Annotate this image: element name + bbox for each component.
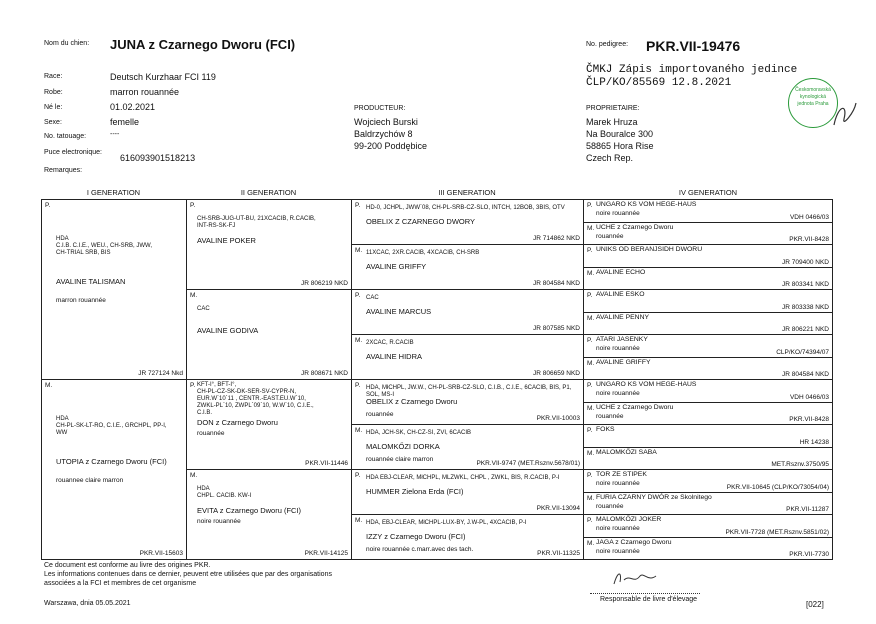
remarks-label: Remarques:: [44, 167, 83, 174]
ancestor-name: DON z Czarnego Dworu: [197, 418, 278, 427]
ancestor-registration: JR 727124 Nkd: [138, 370, 183, 377]
ancestor-titles: 2XCAC, R.CACIB: [366, 340, 414, 346]
pedigree-table: [41, 187, 833, 559]
sex-tag: M.: [587, 224, 595, 232]
ancestor-name: AVALINE TALISMAN: [56, 277, 126, 287]
sex-tag: M.: [190, 472, 198, 479]
ancestor-name: AVALINE ECHO: [596, 268, 646, 276]
owner-label: PROPRIETAIRE:: [586, 105, 640, 112]
ancestor-name: MALOMKŐZI JOKER: [596, 516, 662, 523]
ancestor-name: FOKS: [596, 426, 615, 433]
ancestor-titles: CAC: [366, 295, 379, 301]
ancestor-color: rouannée: [596, 502, 624, 510]
ancestor-titles: HDA C.I.B. C.I.E., WEU., CH-SRB, JWW, CH-TRIAL SRB, BIS: [56, 236, 153, 256]
column-header-4: IV GENERATION: [678, 188, 738, 197]
sex-tag: P.: [190, 382, 196, 389]
ancestor-titles: HDA CH-PL-SK-LT-RO, C.I.E., GRCHPL, PP-I, WW: [56, 416, 167, 436]
ancestor-titles: HDA, JCH-SK, CH-CZ-SI, ZVI, 6CACIB: [366, 430, 472, 436]
ancestor-name: UNGARO KS VOM HEGE-HAUS: [596, 201, 697, 208]
ancestor-name: AVALINE GODIVA: [197, 326, 259, 335]
signature-label: Responsable de livre d'élevage: [600, 596, 698, 603]
dog-name: JUNA z Czarnego Dworu (FCI): [110, 37, 296, 52]
tattoo-value: ----: [110, 131, 120, 138]
born-value: 01.02.2021: [110, 102, 156, 112]
born-label: Né le:: [44, 104, 63, 111]
chip-label: Puce electronique:: [44, 149, 102, 156]
sex-tag: M.: [355, 247, 363, 254]
gen4-ancestor: [583, 469, 833, 493]
ancestor-name: UNGARO KS VOM HEGE-HAUS: [596, 381, 697, 388]
ancestor-color: rouannée: [596, 412, 624, 420]
race-label: Race:: [44, 73, 63, 80]
ancestor-registration: VDH 0466/03: [789, 213, 829, 221]
race-value: Deutsch Kurzhaar FCI 119: [110, 72, 216, 82]
ancestor-titles: HDA, EBJ-CLEAR, MłCHPL-LUX-BY, J.W-PL, 4XCACIB, P-I: [366, 520, 527, 526]
ancestor-color: rouannée claire marron: [366, 455, 434, 463]
stamp-text: Českomoravská kynologická jednota Praha: [795, 87, 831, 107]
gen4-ancestor: [583, 312, 833, 336]
ancestor-name: AVALINE ESKO: [596, 291, 645, 298]
pedigree-label: No. pedigree:: [586, 41, 629, 48]
ancestor-titles: HDA EBJ-CLEAR, MłCHPL, MLZWKL, CHPL , ZWKL, BIS, R.CACIB, P-I: [366, 475, 560, 481]
ancestor-registration: JR 806219 NKD: [301, 280, 348, 287]
sex-tag: P.: [355, 472, 361, 479]
producer-label: PRODUCTEUR:: [354, 105, 406, 112]
ancestor-registration: JR 804584 NKD: [782, 371, 829, 378]
gen4-ancestor: [583, 402, 833, 426]
sex-tag: P.: [587, 382, 593, 389]
ancestor-color: noire rouannée: [596, 210, 640, 217]
column-header-3: III GENERATION: [438, 188, 496, 197]
sex-tag: M.: [587, 404, 595, 412]
gen3-ancestor: [351, 334, 584, 380]
ancestor-registration: HR 14238: [799, 438, 829, 446]
robe-label: Robe:: [44, 89, 63, 96]
owner-city: 58865 Hora Rise: [586, 141, 654, 151]
sex-tag: M.: [355, 517, 363, 524]
ancestor-registration: JR 808671 NKD: [301, 370, 348, 377]
ancestor-registration: PKR.VII-15603: [139, 550, 183, 557]
ancestor-name: EVITA z Czarnego Dworu (FCI): [197, 506, 302, 515]
import-stamp-line1: ČMKJ Zápis importovaného jedince: [586, 64, 798, 76]
ancestor-color: noire rouannée: [596, 390, 640, 397]
place-date: Warszawa, dnia 05.05.2021: [44, 600, 131, 607]
import-stamp-line2: ČLP/KO/85569 12.8.2021: [586, 77, 732, 89]
sex-tag: P.: [587, 202, 593, 209]
gen4-ancestor: [583, 514, 833, 538]
column-header-2: II GENERATION: [240, 188, 297, 197]
robe-value: marron rouannée: [110, 87, 180, 97]
ancestor-titles: HD-0, JCHPL, JWW`08, CH-PL-SRB-CZ-SLO, INTCH, 12BOB, 3BIS, OTV: [366, 205, 565, 211]
gen2-ancestor: [186, 379, 352, 470]
gen3-ancestor: [351, 469, 584, 515]
gen1-ancestor: [41, 199, 187, 380]
ancestor-name: UCHE z Czarnego Dworu: [596, 403, 674, 411]
ancestor-registration: PKR.VII-11446: [305, 460, 348, 467]
gen2-ancestor: [186, 469, 352, 560]
ancestor-registration: PKR.VII-11287: [786, 506, 829, 513]
sex-tag: P.: [587, 337, 593, 344]
sex-tag: P.: [45, 202, 51, 209]
ancestor-registration: PKR.VII-10645 (CLP/KO/73054/04): [726, 483, 829, 491]
footer-line2: Les informations contenues dans ce dernier, peuvent etre utilisées que par des organisations: [44, 571, 332, 578]
gen4-ancestor: [583, 334, 833, 358]
ancestor-name: AVALINE GRIFFY: [366, 261, 427, 271]
ancestor-name: UCHE z Czarnego Dworu: [596, 223, 674, 231]
ancestor-color: rouannée: [366, 410, 394, 418]
ancestor-registration: PKR.VII-10003: [536, 415, 580, 422]
ancestor-name: OBELIX Z CZARNEGO DWORY: [366, 216, 476, 226]
ancestor-name: AVALINE GRIFFY: [596, 358, 651, 366]
owner-street: Na Bouralce 300: [586, 129, 654, 139]
gen1-ancestor: [41, 379, 187, 560]
page-code: [022]: [806, 600, 824, 609]
ancestor-registration: CLP/KO/74394/07: [776, 348, 829, 356]
ancestor-name: AVALINE POKER: [197, 236, 256, 245]
ancestor-registration: JR 807585 NKD: [533, 325, 580, 332]
ancestor-registration: PKR.VII-9747 (MET.Rsznv.5678/01): [476, 460, 580, 467]
ancestor-name: FURIA CZARNY DWÓR ze Skolnitego: [596, 493, 712, 501]
sex-tag: P.: [355, 292, 361, 299]
ancestor-registration: MET.Rsznv.3750/95: [771, 461, 829, 468]
ancestor-name: JAGA z Czarnego Dworu: [596, 538, 672, 546]
gen3-ancestor: [351, 424, 584, 470]
ancestor-registration: JR 803341 NKD: [782, 281, 829, 288]
sex-tag: M.: [587, 359, 595, 367]
gen4-ancestor: [583, 357, 833, 381]
ancestor-name: AVALINE PENNY: [596, 313, 650, 321]
ancestor-name: AVALINE MARCUS: [366, 306, 432, 316]
ancestor-color: noire rouannée: [197, 518, 241, 525]
ancestor-registration: PKR.VII-14125: [304, 550, 348, 557]
sex-tag: P.: [190, 202, 196, 209]
gen3-ancestor: [351, 514, 584, 560]
sex-tag: M.: [587, 449, 595, 457]
owner-name: Marek Hruza: [586, 117, 638, 127]
ancestor-registration: PKR.VII-7730: [789, 551, 829, 558]
sex-tag: P.: [587, 292, 593, 299]
breeder-signature: [608, 566, 668, 590]
chip-value: 616093901518213: [120, 153, 196, 163]
footer-line3: associées a la FCI et membres de cet organisme: [44, 580, 197, 587]
sex-value: femelle: [110, 117, 140, 127]
sex-tag: P.: [587, 427, 593, 434]
sex-tag: M.: [45, 382, 53, 389]
dog-name-label: Nom du chien:: [44, 40, 90, 47]
owner-signature: [830, 95, 860, 135]
ancestor-registration: PKR.VII-8428: [789, 236, 829, 243]
ancestor-color: noire rouannée: [596, 345, 640, 352]
ancestor-titles: CH-SRB-JUG-UT-BU, 21XCACIB, R.CACIB, INT-RS-SK-FJ: [197, 216, 316, 230]
ancestor-titles: 11XCAC, 2XR.CACIB, 4XCACIB, CH-SRB: [366, 250, 480, 256]
ancestor-registration: JR 806659 NKD: [533, 370, 580, 377]
ancestor-color: marron rouannée: [56, 297, 106, 305]
sex-tag: M.: [587, 494, 595, 502]
sex-tag: M.: [355, 337, 363, 344]
ancestor-color: noire rouannée c.marr.avec des tach.: [366, 545, 474, 553]
gen4-ancestor: [583, 289, 833, 313]
gen4-ancestor: [583, 222, 833, 246]
sex-tag: M.: [587, 314, 595, 322]
ancestor-name: MALOMKŐZI SABA: [596, 448, 657, 456]
ancestor-color: noire rouannée: [596, 525, 640, 532]
ancestor-titles: HDA, MłCHPL, JW.W., CH-PL-SRB-CZ-SLO, C.I.B., C.I.E., 6CACIB, BIS, P1, SOL, MS-I: [366, 385, 572, 398]
ancestor-name: MALOMKŐZI DORKA: [366, 441, 440, 451]
sex-tag: P.: [587, 247, 593, 254]
gen4-ancestor: [583, 267, 833, 291]
ancestor-titles: CAC: [197, 306, 210, 313]
tattoo-label: No. tatouage:: [44, 133, 87, 140]
sex-tag: P.: [355, 202, 361, 209]
gen4-ancestor: [583, 379, 833, 403]
ancestor-name: IZZY z Czarnego Dworu (FCI): [366, 531, 466, 541]
producer-name: Wojciech Burski: [354, 117, 418, 127]
ancestor-name: ATARI JASENKY: [596, 336, 648, 343]
gen3-ancestor: [351, 244, 584, 290]
ancestor-registration: JR 803338 NKD: [782, 303, 829, 311]
sex-label: Sexe:: [44, 119, 62, 126]
ancestor-name: AVALINE HIDRA: [366, 351, 422, 361]
ancestor-name: TOR ZE STIPEK: [596, 471, 647, 478]
footer-line1: Ce document est conforme au livre des origines PKR.: [44, 562, 211, 569]
ancestor-color: rouannee claire marron: [56, 477, 124, 485]
ancestor-registration: PKR.VII-7728 (MET.Rsznv.5851/02): [725, 528, 829, 536]
ancestor-registration: JR 714862 NKD: [533, 235, 580, 242]
gen4-ancestor: [583, 424, 833, 448]
sex-tag: P.: [587, 472, 593, 479]
ancestor-registration: JR 804584 NKD: [533, 280, 580, 287]
gen3-ancestor: [351, 289, 584, 335]
ancestor-registration: VDH 0466/03: [789, 393, 829, 401]
ancestor-registration: JR 709400 NKD: [782, 258, 829, 266]
gen3-ancestor: [351, 199, 584, 245]
sex-tag: P.: [587, 517, 593, 524]
pedigree-number: PKR.VII-19476: [646, 38, 741, 54]
ancestor-registration: PKR.VII-8428: [789, 416, 829, 423]
sex-tag: M.: [587, 539, 595, 547]
gen4-ancestor: [583, 244, 833, 268]
gen2-ancestor: [186, 289, 352, 380]
signature-line: [590, 593, 700, 594]
sex-tag: M.: [355, 427, 363, 434]
ancestor-name: HUMMER Zielona Erda (FCI): [366, 486, 464, 496]
ancestor-name: OBELIX z Czarnego Dworu: [366, 396, 458, 406]
producer-city: 99-200 Poddębice: [354, 141, 428, 151]
column-header-1: I GENERATION: [86, 188, 141, 197]
ancestor-registration: PKR.VII-13094: [536, 505, 580, 512]
ancestor-name: UNIKS OD BERANJSIDH DWORU: [596, 246, 703, 253]
sex-tag: M.: [587, 269, 595, 277]
gen3-ancestor: [351, 379, 584, 425]
producer-street: Baldrzychów 8: [354, 129, 413, 139]
ancestor-color: rouannée: [596, 232, 624, 240]
gen4-ancestor: [583, 537, 833, 561]
ancestor-titles: HDA CHPL. CACIB. KW-I: [197, 486, 252, 500]
gen4-ancestor: [583, 492, 833, 516]
ancestor-registration: PKR.VII-11325: [537, 550, 580, 557]
owner-country: Czech Rep.: [586, 153, 634, 163]
ancestor-titles: KFT-I°, BFT-I°, CH-PL-CZ-SK-DK-SER-SV-CYPR-N, EUR.W`10`11 , CENTR.-EAST.EU.W`10, ZWKL-PL`10, ZWPL`09`10, W.W`10, C.I.E., C.I.B.: [197, 382, 314, 416]
sex-tag: P.: [355, 382, 361, 389]
sex-tag: M.: [190, 292, 198, 299]
gen4-ancestor: [583, 199, 833, 223]
gen4-ancestor: [583, 447, 833, 471]
gen2-ancestor: [186, 199, 352, 290]
ancestor-registration: JR 806221 NKD: [782, 326, 829, 333]
ancestor-color: noire rouannée: [596, 480, 640, 487]
ancestor-color: noire rouannée: [596, 547, 640, 555]
ancestor-color: rouannée: [197, 430, 225, 437]
ancestor-name: UTOPIA z Czarnego Dworu (FCI): [56, 457, 167, 467]
